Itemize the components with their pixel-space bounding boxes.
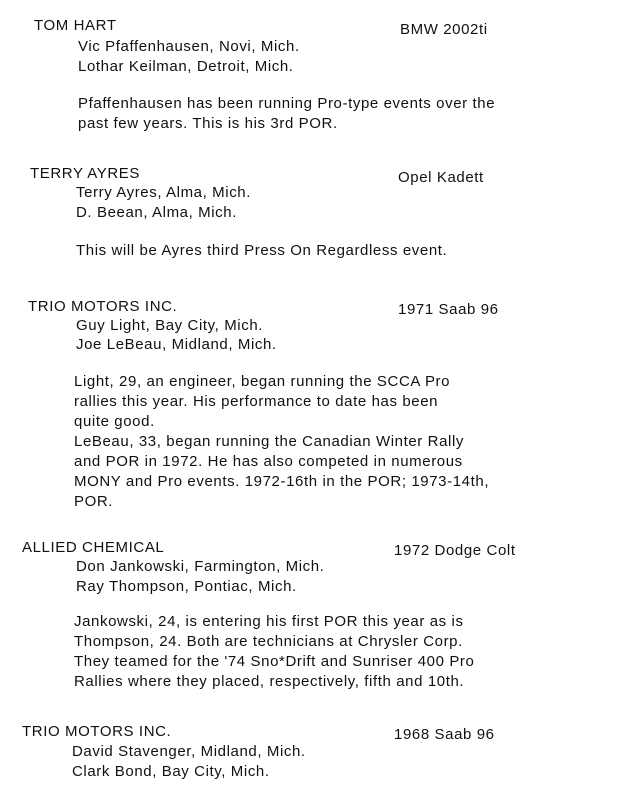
entry-driver: Lothar Keilman, Detroit, Mich.	[78, 58, 294, 75]
entry-driver: David Stavenger, Midland, Mich.	[72, 743, 306, 760]
entry-sponsor: TOM HART	[34, 17, 117, 34]
entry-note: This will be Ayres third Press On Regardless event.	[76, 242, 448, 259]
entry-car: 1972 Dodge Colt	[394, 542, 516, 559]
entry-sponsor: TERRY AYRES	[30, 165, 140, 182]
entry-sponsor: ALLIED CHEMICAL	[22, 539, 165, 556]
entry-note: Jankowski, 24, is entering his first POR this year as is Thompson, 24. Both are technicians at Chrysler Corp. They teamed for the '74 Sno*Drift and Sunriser 400 Pro Rallies where they placed, respectively, fifth and 10th.	[74, 613, 475, 690]
entry-driver: Joe LeBeau, Midland, Mich.	[76, 336, 277, 353]
entry-driver: Vic Pfaffenhausen, Novi, Mich.	[78, 38, 300, 55]
entry-note: Pfaffenhausen has been running Pro-type events over the past few years. This is his 3rd POR.	[78, 95, 496, 132]
entry-driver: Ray Thompson, Pontiac, Mich.	[76, 578, 297, 595]
entry-driver: Guy Light, Bay City, Mich.	[76, 317, 264, 334]
entry-driver: Clark Bond, Bay City, Mich.	[72, 763, 270, 780]
entry-sponsor: TRIO MOTORS INC.	[28, 298, 178, 315]
entry-sponsor: TRIO MOTORS INC.	[22, 723, 172, 740]
entry-car: 1971 Saab 96	[398, 301, 499, 318]
entry-note: Light, 29, an engineer, began running the SCCA Pro rallies this year. His performance to date has been quite good. LeBeau, 33, began running the Canadian Winter Rally and POR in 1972. He has also competed in numerous MONY and Pro events. 1972-16th in the POR; 1973-14th, POR.	[74, 373, 490, 510]
entry-driver: D. Beean, Alma, Mich.	[76, 204, 237, 221]
entry-driver: Don Jankowski, Farmington, Mich.	[76, 558, 325, 575]
entry-car: 1968 Saab 96	[394, 726, 495, 743]
entry-car: Opel Kadett	[398, 169, 484, 186]
entry-driver: Terry Ayres, Alma, Mich.	[76, 184, 251, 201]
entry-car: BMW 2002ti	[400, 21, 488, 38]
